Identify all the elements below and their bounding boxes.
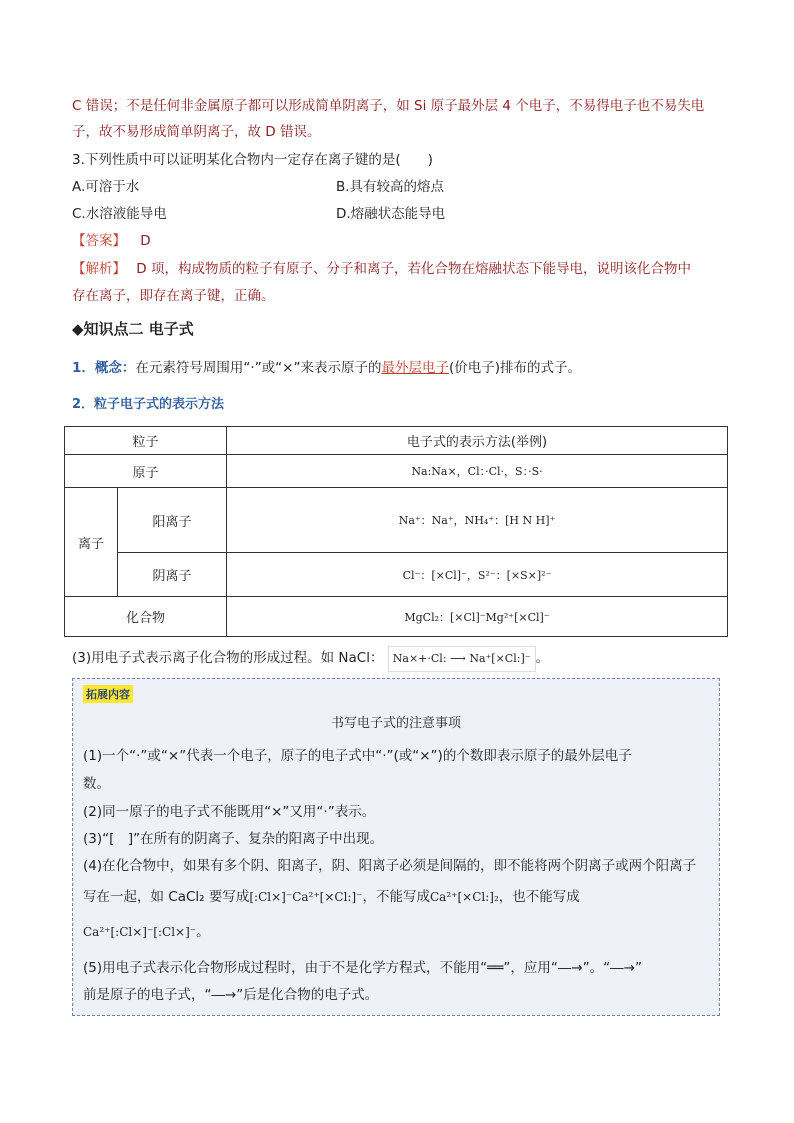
compound-formula: MgCl₂：[×Cl]⁻Mg²⁺[×Cl]⁻ xyxy=(404,610,550,624)
answer-row xyxy=(72,229,151,253)
analysis-row xyxy=(72,257,691,281)
concept-line xyxy=(72,356,581,380)
extension-title: 书写电子式的注意事项 xyxy=(330,716,461,731)
note-4c xyxy=(83,919,709,945)
note-5b: 前是原子的电子式，“―→”后是化合物的电子式。 xyxy=(83,987,379,1003)
answer-label: 【答案】 xyxy=(72,233,126,249)
process-text: (3)用电子式表示离子化合物的形成过程。如 NaCl： xyxy=(72,650,384,666)
process-formula xyxy=(388,646,536,672)
anion-formula-cell xyxy=(227,553,728,597)
cation-formula: Na⁺：Na⁺，NH₄⁺：[H N H]⁺ xyxy=(398,514,556,527)
atom-formula-cell xyxy=(227,455,728,488)
option-b: B.具有较高的熔点 xyxy=(336,179,445,195)
note-4c-formula: Ca²⁺[:Cl×]⁻[:Cl×]⁻ xyxy=(83,925,197,939)
process-end: 。 xyxy=(535,650,550,666)
question-stem: 3.下列性质中可以证明某化合物内一定存在离子键的是( ) xyxy=(72,152,433,168)
note-4b-post: ，也不能写成 xyxy=(498,889,580,905)
cation-formula-cell xyxy=(227,488,728,553)
analysis-line1: D 项，构成物质的粒子有原子、分子和离子，若化合物在熔融状态下能导电，说明该化合物中 xyxy=(136,261,691,277)
note-4b-formula-2: Ca²⁺[×Cl:]₂ xyxy=(429,890,499,904)
note-1b: 数。 xyxy=(83,776,110,792)
note-4c-post: 。 xyxy=(196,924,210,940)
option-d: D.熔融状态能导电 xyxy=(336,206,446,222)
atom-label: 原子 xyxy=(65,455,227,488)
compound-label: 化合物 xyxy=(65,597,227,637)
note-4b-formula-1: [:Cl×]⁻Ca²⁺[×Cl:]⁻ xyxy=(249,890,363,904)
answer-value: D xyxy=(140,233,151,249)
electron-formula-table xyxy=(64,426,728,637)
note-4b-mid: ，不能写成 xyxy=(362,889,430,905)
extension-box xyxy=(72,678,720,1016)
analysis-label: 【解析】 xyxy=(72,261,126,277)
process-line xyxy=(72,646,549,672)
c-explanation-line2: 子，故不易形成简单阴离子，故 D 错误。 xyxy=(72,124,321,140)
process-formula-left: Na×+·Cl: xyxy=(392,652,447,665)
concept-pre: 在元素符号周围用“·”或“×”来表示原子的 xyxy=(135,360,382,376)
concept-number: 1．概念： xyxy=(72,360,136,376)
extension-tag: 拓展内容 xyxy=(83,685,133,703)
anion-formula: Cl⁻：[×Cl]⁻，S²⁻：[×S×]²⁻ xyxy=(402,568,552,582)
option-c: C.水溶液能导电 xyxy=(72,206,167,222)
header-particle: 粒子 xyxy=(65,427,227,455)
note-5a: (5)用电子式表示化合物形成过程时，由于不是化学方程式，不能用“══”，应用“―→”。“―→” xyxy=(83,960,642,976)
section-heading: ◆知识点二 电子式 xyxy=(72,320,194,338)
arrow-icon: ⟶ xyxy=(450,652,466,665)
header-method: 电子式的表示方法(举例) xyxy=(227,427,728,455)
concept-post: (价电子)排布的式子。 xyxy=(448,360,582,376)
note-4a: (4)在化合物中，如果有多个阴、阳离子，阴、阳离子必须是间隔的，即不能将两个阴离子或两个阳离子 xyxy=(83,858,697,874)
anion-label: 阴离子 xyxy=(118,553,227,597)
ion-label: 离子 xyxy=(65,488,118,597)
subheading-2: 2．粒子电子式的表示方法 xyxy=(72,397,225,412)
option-a: A.可溶于水 xyxy=(72,179,140,195)
note-1a: (1)一个“·”或“×”代表一个电子，原子的电子式中“·”(或“×”)的个数即表示原子的最外层电子 xyxy=(83,748,632,764)
compound-formula-cell xyxy=(227,597,728,637)
process-formula-right: Na⁺[×Cl:]⁻ xyxy=(469,652,531,665)
note-4b xyxy=(83,884,709,910)
note-3: (3)“[ ]”在所有的阴离子、复杂的阳离子中出现。 xyxy=(83,831,384,847)
concept-highlight: 最外层电子 xyxy=(381,360,449,376)
c-explanation-line1: C 错误；不是任何非金属原子都可以形成简单阴离子，如 Si 原子最外层 4 个电子，不易得电子也不易失电 xyxy=(72,98,705,114)
analysis-line2: 存在离子，即存在离子键，正确。 xyxy=(72,288,275,304)
note-4b-pre: 写在一起，如 CaCl₂ 要写成 xyxy=(83,889,250,905)
note-2: (2)同一原子的电子式不能既用“×”又用“·”表示。 xyxy=(83,804,376,820)
atom-formula: Na:Na×，Cl：·Cl·，S：·S· xyxy=(411,465,543,478)
cation-label: 阳离子 xyxy=(118,488,227,553)
